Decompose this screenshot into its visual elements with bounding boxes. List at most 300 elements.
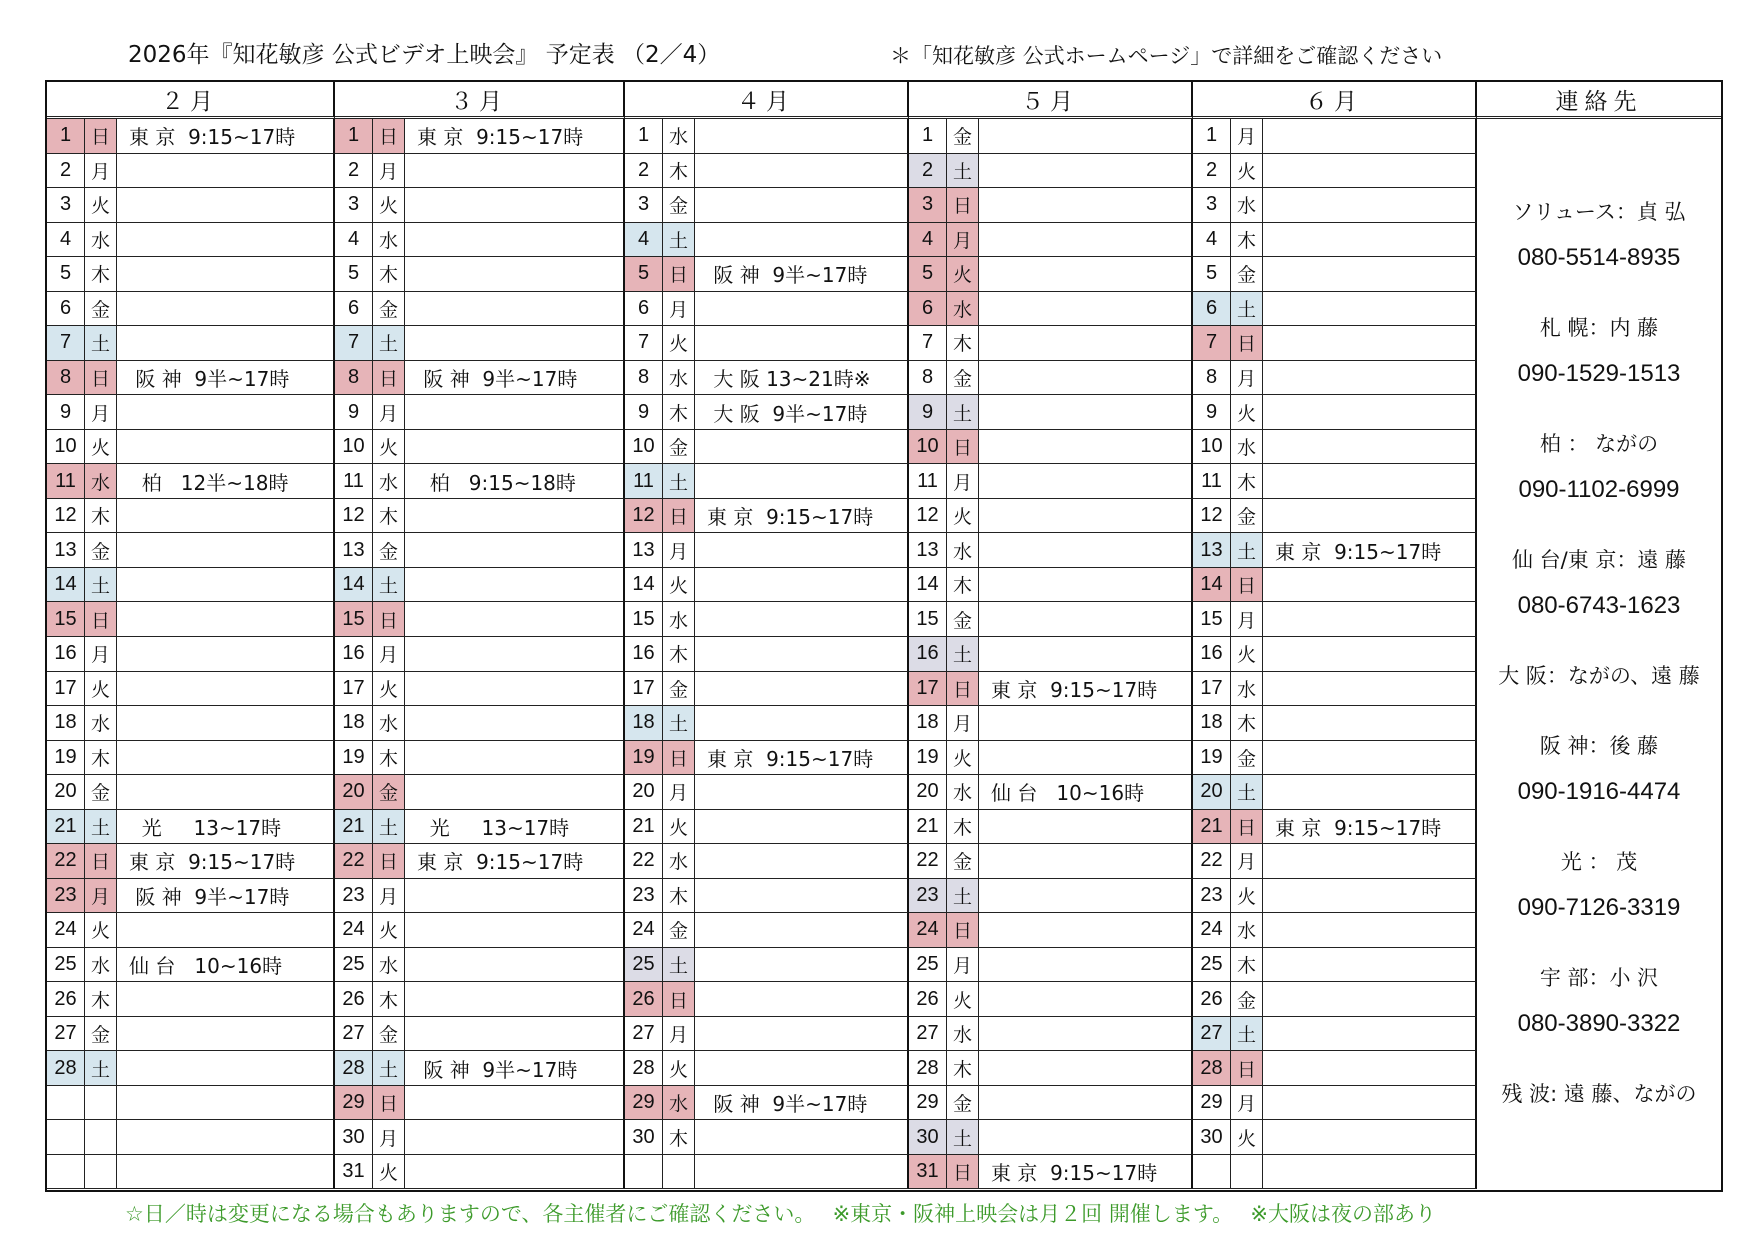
event-cell	[695, 568, 909, 603]
day-number: 26	[47, 982, 85, 1017]
event-text: 東 京 9:15~17時	[991, 1161, 1158, 1186]
weekday: 火	[663, 810, 695, 845]
event-cell	[1263, 672, 1477, 707]
event-cell	[1263, 1086, 1477, 1121]
weekday: 木	[947, 568, 979, 603]
day-number: 15	[47, 602, 85, 637]
weekday: 水	[85, 464, 117, 499]
weekday: 日	[663, 499, 695, 534]
weekday: 月	[663, 292, 695, 327]
event-cell	[117, 879, 335, 914]
weekday	[85, 1120, 117, 1155]
event-text: 東 京 9:15~17時	[129, 850, 296, 875]
event-cell	[695, 395, 909, 430]
event-cell	[695, 879, 909, 914]
event-cell	[405, 154, 625, 189]
weekday: 火	[1231, 879, 1263, 914]
event-text: 東 京 9:15~17時	[1275, 539, 1442, 564]
weekday: 火	[1231, 154, 1263, 189]
weekday: 火	[947, 741, 979, 776]
event-cell	[1263, 637, 1477, 672]
weekday: 土	[663, 706, 695, 741]
day-number: 19	[909, 741, 947, 776]
event-cell	[117, 1051, 335, 1086]
event-text: 阪 神 9半~17時	[707, 1092, 868, 1117]
weekday: 月	[85, 395, 117, 430]
contact-name: 光 ： 茂	[1560, 850, 1638, 874]
weekday: 土	[1231, 1017, 1263, 1052]
weekday: 金	[663, 672, 695, 707]
day-number: 22	[1193, 844, 1231, 879]
day-number: 28	[1193, 1051, 1231, 1086]
event-cell	[979, 499, 1193, 534]
event-cell	[979, 223, 1193, 258]
event-text: 柏 9:15~18時	[417, 470, 576, 495]
day-number: 10	[335, 430, 373, 465]
event-text: 東 京 9:15~17時	[707, 746, 874, 771]
event-cell	[695, 464, 909, 499]
event-cell	[1263, 1051, 1477, 1086]
day-number: 3	[1193, 188, 1231, 223]
day-number: 19	[1193, 741, 1231, 776]
event-cell	[117, 602, 335, 637]
day-number: 14	[625, 568, 663, 603]
weekday: 日	[947, 430, 979, 465]
weekday: 木	[663, 637, 695, 672]
day-number: 3	[625, 188, 663, 223]
day-number: 1	[625, 119, 663, 154]
weekday: 水	[85, 706, 117, 741]
day-number: 20	[909, 775, 947, 810]
weekday: 火	[373, 672, 405, 707]
day-number: 18	[335, 706, 373, 741]
weekday: 金	[85, 1017, 117, 1052]
day-number: 28	[625, 1051, 663, 1086]
weekday: 金	[85, 775, 117, 810]
weekday: 火	[1231, 395, 1263, 430]
event-cell	[695, 119, 909, 154]
day-number	[47, 1086, 85, 1121]
weekday: 月	[663, 775, 695, 810]
event-cell	[1263, 706, 1477, 741]
day-number: 22	[909, 844, 947, 879]
event-cell	[405, 1086, 625, 1121]
day-number: 10	[47, 430, 85, 465]
event-cell	[979, 741, 1193, 776]
contact-list	[1477, 119, 1721, 1189]
day-number: 23	[47, 879, 85, 914]
day-number: 30	[335, 1120, 373, 1155]
event-cell	[979, 982, 1193, 1017]
day-number: 3	[335, 188, 373, 223]
day-number: 31	[909, 1155, 947, 1190]
event-cell	[405, 1155, 625, 1190]
weekday: 月	[373, 1120, 405, 1155]
weekday: 日	[663, 741, 695, 776]
day-number: 21	[909, 810, 947, 845]
day-number: 29	[625, 1086, 663, 1121]
weekday: 木	[663, 879, 695, 914]
day-number: 15	[625, 602, 663, 637]
event-cell	[1263, 741, 1477, 776]
event-cell	[979, 533, 1193, 568]
day-number: 25	[1193, 948, 1231, 983]
weekday: 金	[373, 1017, 405, 1052]
weekday: 土	[947, 154, 979, 189]
event-cell	[695, 1155, 909, 1190]
event-cell	[979, 326, 1193, 361]
event-cell	[979, 1017, 1193, 1052]
event-cell	[405, 499, 625, 534]
day-number: 13	[335, 533, 373, 568]
event-cell	[1263, 775, 1477, 810]
event-cell	[695, 706, 909, 741]
weekday: 火	[373, 430, 405, 465]
event-cell	[405, 188, 625, 223]
day-number: 26	[625, 982, 663, 1017]
weekday: 火	[85, 672, 117, 707]
event-cell	[979, 292, 1193, 327]
day-number: 6	[335, 292, 373, 327]
event-cell	[695, 948, 909, 983]
event-cell	[695, 326, 909, 361]
weekday: 土	[373, 326, 405, 361]
contact-name: 柏 ： ながの	[1539, 432, 1659, 456]
weekday: 火	[663, 326, 695, 361]
weekday: 日	[373, 1086, 405, 1121]
event-cell	[1263, 188, 1477, 223]
weekday: 月	[85, 879, 117, 914]
day-number: 28	[335, 1051, 373, 1086]
event-cell	[695, 1086, 909, 1121]
event-text: 光 13~17時	[417, 815, 570, 840]
weekday: 水	[1231, 430, 1263, 465]
day-number: 6	[909, 292, 947, 327]
weekday: 土	[663, 948, 695, 983]
day-number: 16	[909, 637, 947, 672]
day-number: 25	[909, 948, 947, 983]
day-number: 19	[335, 741, 373, 776]
event-cell	[405, 775, 625, 810]
event-cell	[979, 879, 1193, 914]
weekday	[663, 1155, 695, 1190]
day-number: 7	[625, 326, 663, 361]
weekday: 日	[85, 844, 117, 879]
weekday: 日	[85, 602, 117, 637]
day-number: 31	[335, 1155, 373, 1190]
event-cell	[979, 1155, 1193, 1190]
event-text: 阪 神 9半~17時	[707, 263, 868, 288]
event-text: 阪 神 9半~17時	[417, 1057, 578, 1082]
day-number: 9	[335, 395, 373, 430]
weekday: 日	[663, 982, 695, 1017]
weekday: 金	[947, 602, 979, 637]
weekday: 火	[85, 430, 117, 465]
weekday: 月	[85, 154, 117, 189]
weekday: 月	[947, 706, 979, 741]
contact-phone: 080-6743-1623	[1517, 592, 1681, 619]
weekday: 水	[947, 1017, 979, 1052]
day-number: 9	[909, 395, 947, 430]
weekday: 金	[663, 430, 695, 465]
weekday: 日	[947, 913, 979, 948]
event-cell	[405, 292, 625, 327]
day-number: 20	[625, 775, 663, 810]
day-number: 22	[625, 844, 663, 879]
event-cell	[117, 361, 335, 396]
contact-name: 残 波: 遠 藤、ながの	[1501, 1082, 1697, 1106]
event-cell	[695, 361, 909, 396]
day-number: 1	[335, 119, 373, 154]
event-cell	[117, 1120, 335, 1155]
day-number: 26	[909, 982, 947, 1017]
event-cell	[1263, 361, 1477, 396]
day-number: 13	[909, 533, 947, 568]
day-number: 8	[47, 361, 85, 396]
day-number: 13	[47, 533, 85, 568]
day-number: 12	[909, 499, 947, 534]
weekday: 水	[373, 948, 405, 983]
weekday: 水	[947, 292, 979, 327]
weekday: 火	[947, 982, 979, 1017]
day-number: 10	[1193, 430, 1231, 465]
weekday: 木	[373, 741, 405, 776]
event-cell	[1263, 913, 1477, 948]
weekday: 水	[947, 775, 979, 810]
weekday: 月	[373, 395, 405, 430]
event-cell	[117, 948, 335, 983]
day-number: 14	[909, 568, 947, 603]
day-number: 21	[625, 810, 663, 845]
weekday: 金	[373, 775, 405, 810]
event-cell	[1263, 533, 1477, 568]
event-cell	[1263, 1017, 1477, 1052]
event-text: 東 京 9:15~17時	[991, 677, 1158, 702]
day-number: 27	[909, 1017, 947, 1052]
day-number: 16	[335, 637, 373, 672]
event-cell	[979, 844, 1193, 879]
event-text: 光 13~17時	[129, 815, 282, 840]
day-number: 30	[909, 1120, 947, 1155]
weekday: 木	[373, 982, 405, 1017]
event-cell	[405, 706, 625, 741]
day-number: 6	[625, 292, 663, 327]
event-cell	[1263, 879, 1477, 914]
event-cell	[695, 1051, 909, 1086]
weekday: 月	[1231, 361, 1263, 396]
event-cell	[979, 464, 1193, 499]
event-cell	[117, 257, 335, 292]
weekday: 木	[85, 257, 117, 292]
event-cell	[695, 499, 909, 534]
day-number: 7	[335, 326, 373, 361]
event-cell	[695, 602, 909, 637]
weekday: 月	[947, 948, 979, 983]
weekday: 金	[373, 533, 405, 568]
weekday: 木	[663, 1120, 695, 1155]
weekday: 日	[85, 361, 117, 396]
day-number: 30	[625, 1120, 663, 1155]
event-cell	[1263, 430, 1477, 465]
day-number: 9	[625, 395, 663, 430]
weekday: 月	[947, 464, 979, 499]
day-number: 7	[1193, 326, 1231, 361]
weekday: 月	[1231, 602, 1263, 637]
day-number: 22	[47, 844, 85, 879]
event-text: 仙 台 10~16時	[129, 954, 283, 979]
day-number: 11	[1193, 464, 1231, 499]
event-cell	[405, 1051, 625, 1086]
day-number: 24	[909, 913, 947, 948]
weekday: 水	[1231, 188, 1263, 223]
day-number: 27	[625, 1017, 663, 1052]
weekday: 金	[373, 292, 405, 327]
day-number: 26	[335, 982, 373, 1017]
event-cell	[405, 1017, 625, 1052]
weekday: 月	[373, 637, 405, 672]
weekday: 木	[1231, 706, 1263, 741]
event-cell	[979, 154, 1193, 189]
contact-phone: 080-3890-3322	[1517, 1010, 1681, 1037]
weekday: 水	[1231, 913, 1263, 948]
weekday: 月	[1231, 844, 1263, 879]
day-number: 15	[1193, 602, 1231, 637]
weekday: 土	[373, 810, 405, 845]
footer-note: ☆日／時は変更になる場合もありますので、各主催者にご確認ください。 ※東京・阪神上映会は月２回 開催します。 ※大阪は夜の部あり	[125, 1202, 1436, 1226]
event-cell	[405, 430, 625, 465]
weekday: 金	[1231, 982, 1263, 1017]
day-number: 5	[909, 257, 947, 292]
weekday: 月	[947, 223, 979, 258]
event-cell	[1263, 499, 1477, 534]
day-number: 13	[625, 533, 663, 568]
weekday: 火	[373, 1155, 405, 1190]
day-number: 24	[625, 913, 663, 948]
event-cell	[405, 1120, 625, 1155]
day-number: 8	[625, 361, 663, 396]
month-header: ４月	[625, 82, 909, 119]
month-header: ３月	[335, 82, 625, 119]
event-cell	[695, 741, 909, 776]
weekday: 水	[85, 948, 117, 983]
weekday: 水	[373, 706, 405, 741]
event-cell	[117, 637, 335, 672]
event-cell	[405, 810, 625, 845]
event-cell	[117, 430, 335, 465]
event-cell	[405, 844, 625, 879]
weekday: 金	[663, 913, 695, 948]
day-number: 21	[1193, 810, 1231, 845]
day-number: 5	[335, 257, 373, 292]
day-number: 2	[909, 154, 947, 189]
weekday: 土	[85, 810, 117, 845]
schedule-table	[45, 80, 1723, 1192]
contact-phone: 090-1102-6999	[1518, 476, 1680, 503]
day-number: 18	[909, 706, 947, 741]
day-number: 26	[1193, 982, 1231, 1017]
event-cell	[117, 568, 335, 603]
day-number: 10	[625, 430, 663, 465]
day-number: 21	[335, 810, 373, 845]
day-number: 4	[335, 223, 373, 258]
event-cell	[405, 982, 625, 1017]
weekday: 日	[1231, 326, 1263, 361]
day-number: 29	[909, 1086, 947, 1121]
day-number: 11	[47, 464, 85, 499]
day-number: 8	[909, 361, 947, 396]
weekday	[85, 1155, 117, 1190]
weekday: 金	[1231, 741, 1263, 776]
event-cell	[117, 395, 335, 430]
weekday: 日	[1231, 1051, 1263, 1086]
day-number: 7	[47, 326, 85, 361]
event-cell	[1263, 223, 1477, 258]
weekday: 日	[373, 119, 405, 154]
day-number: 29	[1193, 1086, 1231, 1121]
event-cell	[979, 119, 1193, 154]
event-cell	[695, 913, 909, 948]
day-number: 17	[909, 672, 947, 707]
event-cell	[979, 602, 1193, 637]
weekday: 木	[373, 257, 405, 292]
event-cell	[695, 637, 909, 672]
event-text: 阪 神 9半~17時	[417, 366, 578, 391]
day-number: 20	[1193, 775, 1231, 810]
weekday: 水	[85, 223, 117, 258]
event-cell	[979, 395, 1193, 430]
event-cell	[695, 533, 909, 568]
weekday: 土	[85, 326, 117, 361]
weekday: 土	[1231, 533, 1263, 568]
event-cell	[979, 430, 1193, 465]
day-number: 5	[47, 257, 85, 292]
day-number: 14	[335, 568, 373, 603]
day-number: 14	[1193, 568, 1231, 603]
weekday: 木	[85, 982, 117, 1017]
weekday: 土	[947, 395, 979, 430]
event-cell	[117, 188, 335, 223]
contact-phone: 090-1916-4474	[1517, 778, 1681, 805]
event-cell	[1263, 395, 1477, 430]
day-number: 25	[625, 948, 663, 983]
day-number: 12	[625, 499, 663, 534]
event-cell	[695, 223, 909, 258]
page-note: ＊「知花敏彦 公式ホームページ」で詳細をご確認ください	[890, 44, 1443, 68]
day-number: 29	[335, 1086, 373, 1121]
weekday: 土	[663, 223, 695, 258]
weekday: 木	[663, 154, 695, 189]
event-cell	[117, 464, 335, 499]
weekday: 土	[947, 637, 979, 672]
weekday: 木	[1231, 464, 1263, 499]
event-text: 東 京 9:15~17時	[417, 850, 584, 875]
event-cell	[117, 844, 335, 879]
weekday: 火	[85, 913, 117, 948]
event-cell	[117, 1017, 335, 1052]
weekday	[85, 1086, 117, 1121]
day-number: 25	[47, 948, 85, 983]
day-number: 6	[47, 292, 85, 327]
event-cell	[1263, 602, 1477, 637]
weekday: 水	[947, 533, 979, 568]
weekday: 水	[373, 464, 405, 499]
event-cell	[979, 948, 1193, 983]
event-text: 東 京 9:15~17時	[129, 125, 296, 150]
day-number: 4	[47, 223, 85, 258]
day-number: 28	[909, 1051, 947, 1086]
event-cell	[117, 1155, 335, 1190]
weekday: 金	[947, 119, 979, 154]
